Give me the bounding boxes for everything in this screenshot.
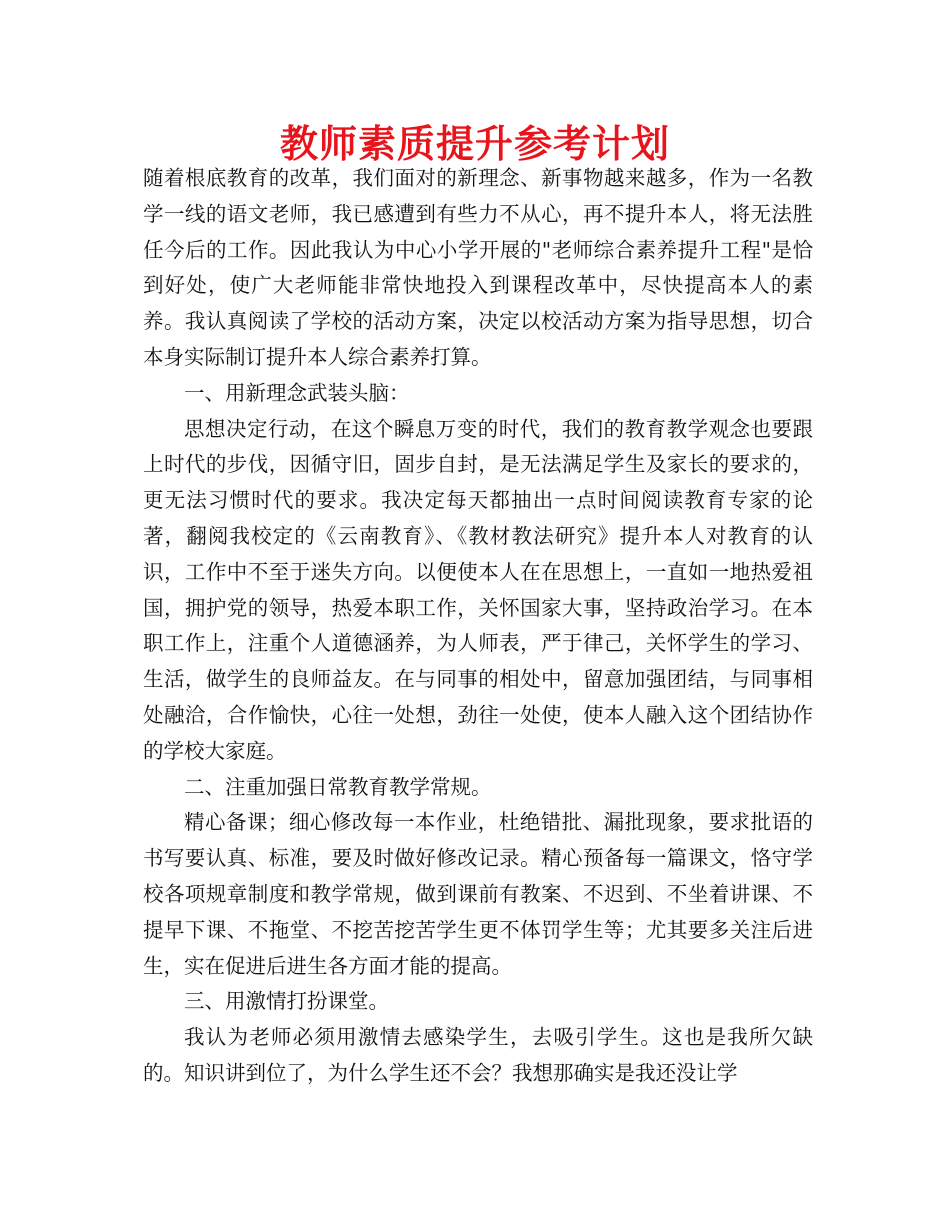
section-heading-3: 三、用激情打扮课堂。 — [184, 989, 389, 1014]
document-title: 教师素质提升参考计划 — [279, 121, 670, 166]
section-heading-2: 二、注重加强日常教育教学常规。 — [184, 774, 492, 799]
paragraph-section-2: 精心备课；细心修改每一本作业，杜绝错批、漏批现象，要求批语的书写要认真、标准，要及时做好修改记录。精心预备每一篇课文，恪守学校各项规章制度和教学常规，做到课前有教案、不迟到、不坐着讲课、不提早下课、不拖堂、不挖苦挖苦学生更不体罚学生等；尤其要多关注后进生，实在促进后进生各方面才能的提高。 — [143, 810, 813, 978]
paragraph-section-1: 思想决定行动，在这个瞬息万变的时代，我们的教育教学观念也要跟上时代的步伐，因循守旧，固步自封，是无法满足学生及家长的要求的，更无法习惯时代的要求。我决定每天都抽出一点时间阅读教育专家的论著，翻阅我校定的《云南教育》、《教材教法研究》提升本人对教育的认识，工作中不至于迷失方向。以便使本人在在思想上，一直如一地热爱祖国，拥护党的领导，热爱本职工作，关怀国家大事，坚持政治学习。在本职工作上，注重个人道德涵养，为人师表，严于律己，关怀学生的学习、生活，做学生的良师益友。在与同事的相处中，留意加强团结，与同事相处融洽，合作愉快，心往一处想，劲往一处使，使本人融入这个团结协作的学校大家庭。 — [143, 416, 813, 763]
section-heading-1: 一、用新理念武装头脑： — [184, 380, 410, 405]
paragraph-section-3: 我认为老师必须用激情去感染学生，去吸引学生。这也是我所欠缺的。知识讲到位了，为什么学生还不会？我想那确实是我还没让学 — [143, 1025, 813, 1085]
paragraph-intro: 随着根底教育的改革，我们面对的新理念、新事物越来越多，作为一名教学一线的语文老师，我已感遭到有些力不从心，再不提升本人，将无法胜任今后的工作。因此我认为中心小学开展的"老师综合素养提升工程"是恰到好处，使广大老师能非常快地投入到课程改革中，尽快提高本人的素养。我认真阅读了学校的活动方案，决定以校活动方案为指导思想，切合本身实际制订提升本人综合素养打算。 — [143, 166, 813, 369]
document-body — [143, 161, 813, 1092]
